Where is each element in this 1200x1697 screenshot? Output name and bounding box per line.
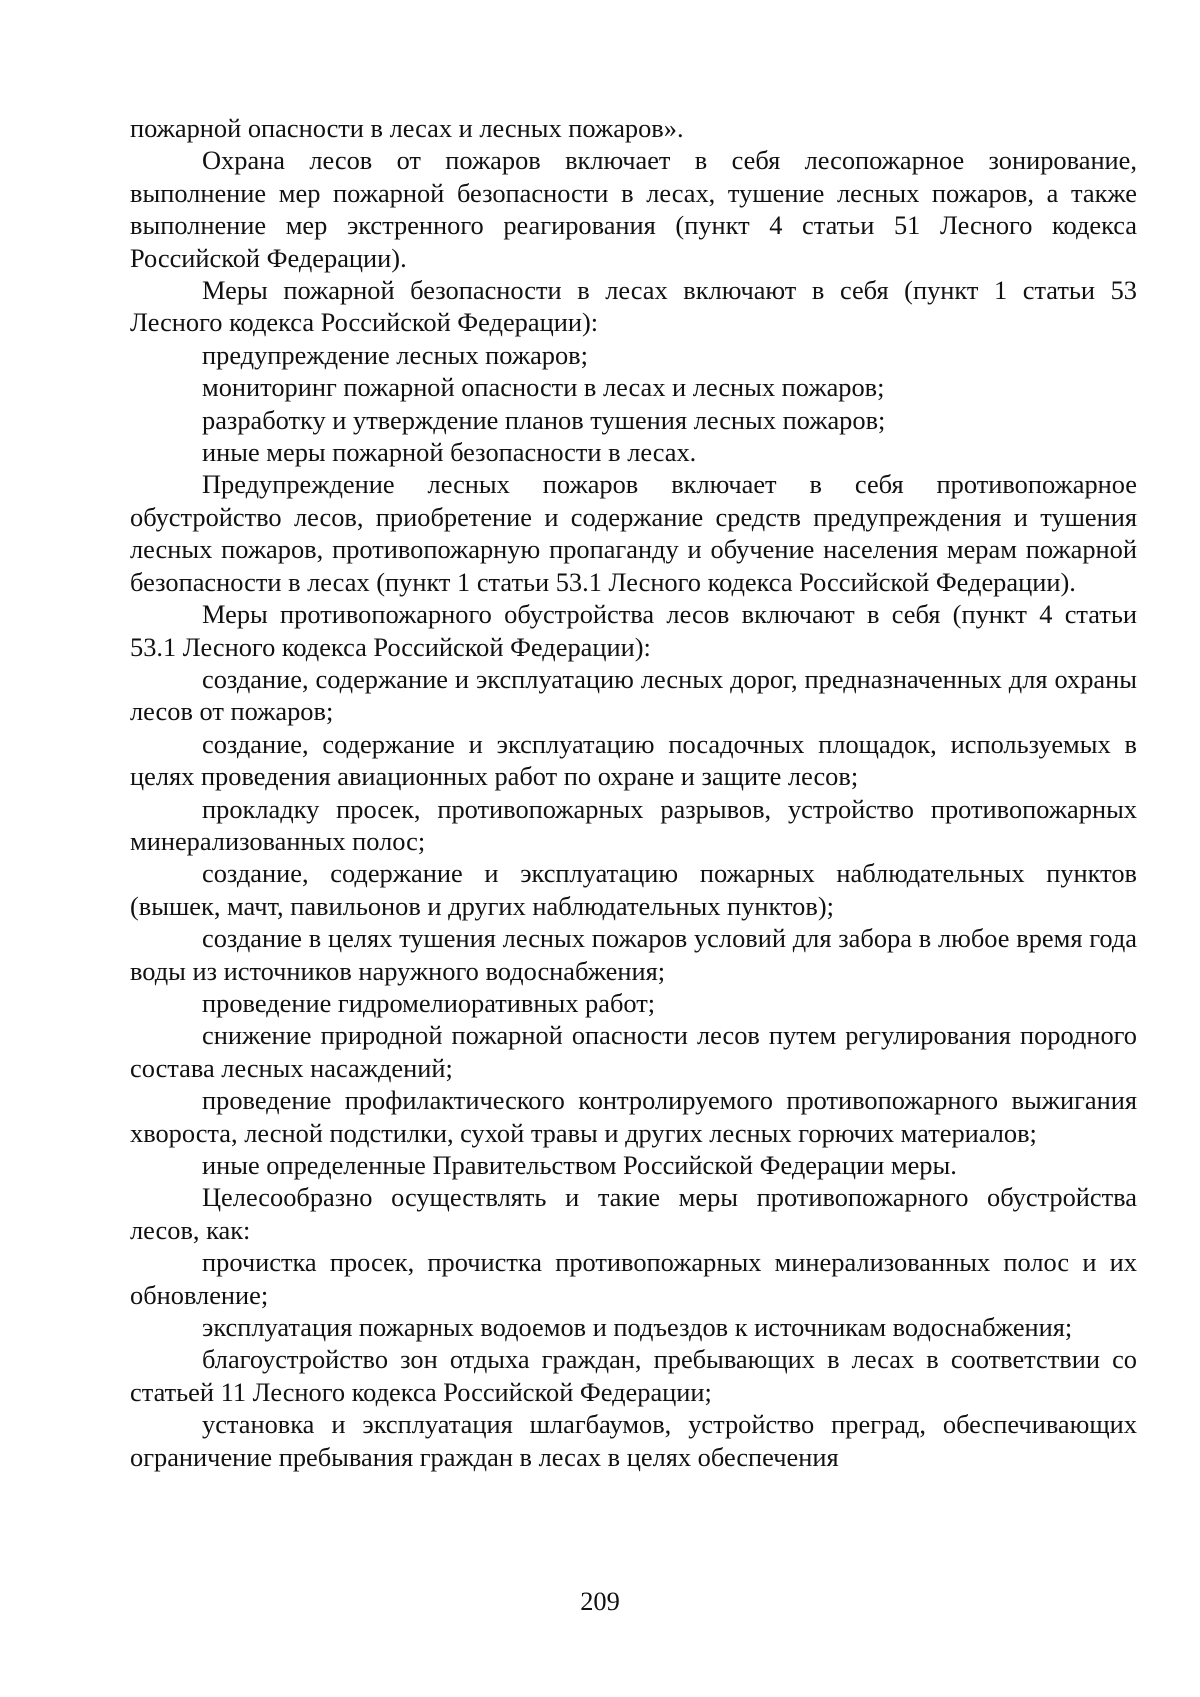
list-item: проведение гидромелиоративных работ; — [202, 987, 656, 1018]
list-item: мониторинг пожарной опасности в лесах и лесных пожаров; — [202, 372, 885, 403]
list-item: создание, содержание и эксплуатацию посадочных площадок, используемых в целях проведения авиационных работ по охране и защите лесов; — [130, 728, 1137, 792]
list-item: эксплуатация пожарных водоемов и подъездов к источникам водоснабжения; — [202, 1312, 1073, 1343]
list-item: проведение профилактического контролируемого противопожарного выжигания хвороста, лесной подстилки, сухой травы и других лесных горючих материалов; — [130, 1085, 1137, 1148]
list-item: предупреждение лесных пожаров; — [202, 339, 588, 370]
list-item: снижение природной пожарной опасности лесов путем регулирования породного состава лесных насаждений; — [130, 1020, 1137, 1083]
paragraph: Предупреждение лесных пожаров включает в себя противопожарное обустройство лесов, приобретение и содержание средств предупреждения и тушения лесных пожаров, противопожарную пропаганду и обучение населения мерам пожарной безопасности в лесах (пункт 1 статьи 53.1 Лесного кодекса Российской Федерации). — [130, 469, 1137, 597]
paragraph: пожарной опасности в лесах и лесных пожаров». — [130, 113, 684, 143]
paragraph: Целесообразно осуществлять и такие меры противопожарного обустройства лесов, как: — [130, 1182, 1137, 1245]
list-item: разработку и утверждение планов тушения лесных пожаров; — [202, 404, 886, 435]
list-item: установка и эксплуатация шлагбаумов, устройство преград, обеспечивающих ограничение пребывания граждан в лесах в целях обеспечения — [130, 1409, 1137, 1472]
document-body — [130, 112, 1137, 1473]
list-item: создание, содержание и эксплуатацию лесных дорог, предназначенных для охраны лесов от пожаров; — [130, 663, 1137, 727]
list-item: прочистка просек, прочистка противопожарных минерализованных полос и их обновление; — [130, 1247, 1137, 1310]
list-item: создание в целях тушения лесных пожаров условий для забора в любое время года воды из источников наружного водоснабжения; — [130, 923, 1137, 986]
paragraph: Меры противопожарного обустройства лесов включают в себя (пункт 4 статьи 53.1 Лесного кодекса Российской Федерации): — [130, 599, 1137, 662]
paragraph: Меры пожарной безопасности в лесах включают в себя (пункт 1 статьи 53 Лесного кодекса Российской Федерации): — [130, 275, 1137, 338]
list-item: благоустройство зон отдыха граждан, пребывающих в лесах в соответствии со статьей 11 Лесного кодекса Российской Федерации; — [130, 1344, 1137, 1407]
list-item: прокладку просек, противопожарных разрывов, устройство противопожарных минерализованных полос; — [130, 793, 1137, 856]
page-number: 209 — [580, 1586, 620, 1616]
list-item: иные меры пожарной безопасности в лесах. — [202, 437, 697, 468]
paragraph: Охрана лесов от пожаров включает в себя лесопожарное зонирование, выполнение мер пожарной безопасности в лесах, тушение лесных пожаров, а также выполнение мер экстренного реагирования (пункт 4 статьи 51 Лесного кодекса Российской Федерации). — [130, 145, 1137, 273]
list-item: создание, содержание и эксплуатацию пожарных наблюдательных пунктов (вышек, мачт, павильонов и других наблюдательных пунктов); — [130, 858, 1137, 921]
list-item: иные определенные Правительством Российской Федерации меры. — [202, 1150, 957, 1180]
